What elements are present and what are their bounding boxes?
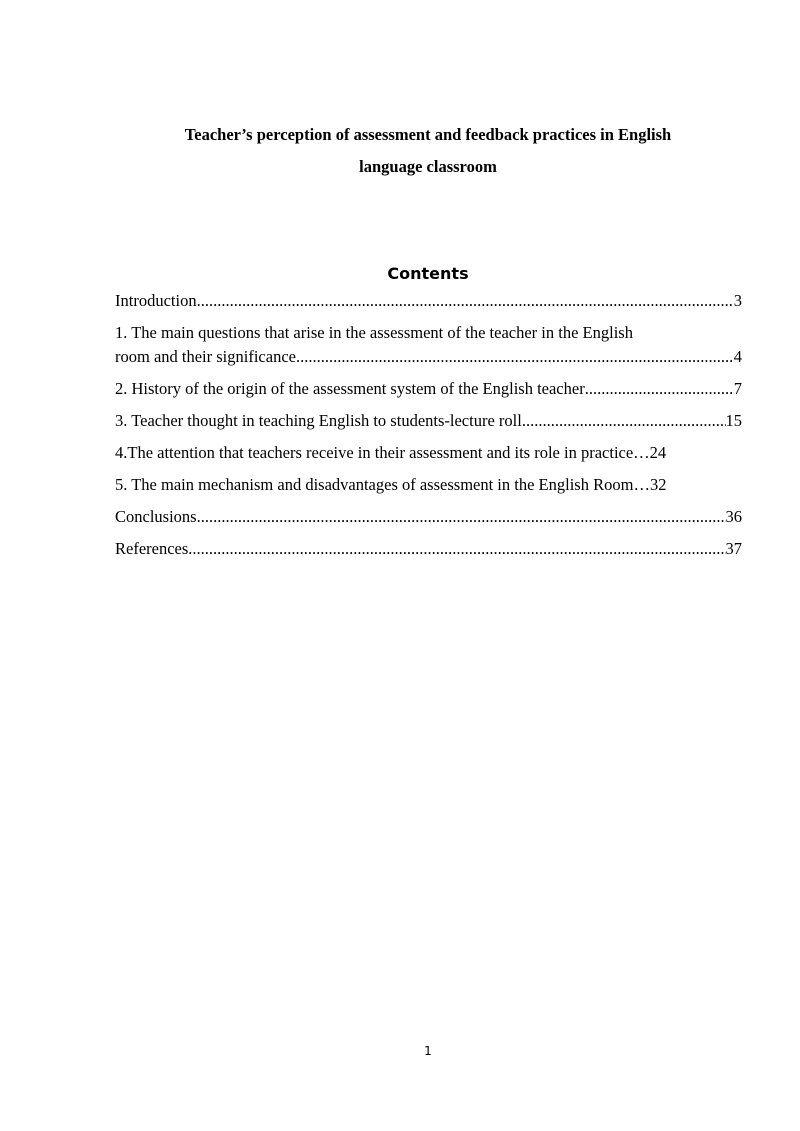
toc-entry-attention[interactable] [115, 441, 742, 465]
toc-entry-title: 4.The attention that teachers receive in their assessment and its role in practice [115, 443, 634, 462]
toc-page-number: 37 [725, 539, 742, 558]
contents-heading: Contents [387, 264, 469, 283]
toc-page-number: 4 [733, 347, 742, 366]
toc-entry-mechanism[interactable] [115, 473, 742, 497]
title-line-2: language classroom [359, 157, 497, 176]
toc-entry-title: Conclusions [115, 507, 197, 526]
toc-entry-teacher-thought[interactable] [115, 409, 742, 433]
toc-page-number: 3 [733, 291, 742, 310]
toc-entry-title: 5. The main mechanism and disadvantages of assessment in the English Room [115, 475, 634, 494]
toc-page-number: 7 [733, 379, 742, 398]
toc-entry-title: 2. History of the origin of the assessment system of the English teacher [115, 379, 585, 398]
title-line-1: Teacher’s perception of assessment and feedback practices in English [184, 125, 672, 144]
page-number: 1 [424, 1044, 432, 1058]
toc-entry-references[interactable] [115, 537, 742, 561]
document-title [100, 119, 756, 183]
toc-leader-dots [522, 409, 726, 433]
toc-page-number: 36 [725, 507, 742, 526]
toc-entry-title: 3. Teacher thought in teaching English to students-lecture roll [115, 411, 522, 430]
toc-page-number: 24 [649, 443, 667, 462]
toc-entry-conclusions[interactable] [115, 505, 742, 529]
toc-leader-dots [197, 289, 734, 313]
toc-leader-dots [633, 473, 650, 497]
toc-page-number: 32 [649, 475, 667, 494]
toc-page-number: 15 [725, 411, 742, 430]
toc-entry-history[interactable] [115, 377, 742, 401]
toc-entry-introduction[interactable] [115, 289, 742, 313]
toc-entry-title: Introduction [115, 291, 197, 310]
toc-leader-dots [188, 537, 725, 561]
toc-leader-dots [197, 505, 726, 529]
toc-leader-dots [585, 377, 734, 401]
toc-entry-title-first-line: 1. The main questions that arise in the assessment of the teacher in the English [115, 323, 633, 342]
toc-entry-title: References [115, 539, 189, 558]
toc-leader-dots [296, 345, 734, 369]
table-of-contents [115, 289, 742, 569]
toc-leader-dots [633, 441, 650, 465]
toc-entry-main-questions[interactable] [115, 321, 742, 369]
toc-entry-title: room and their significance [115, 347, 296, 366]
